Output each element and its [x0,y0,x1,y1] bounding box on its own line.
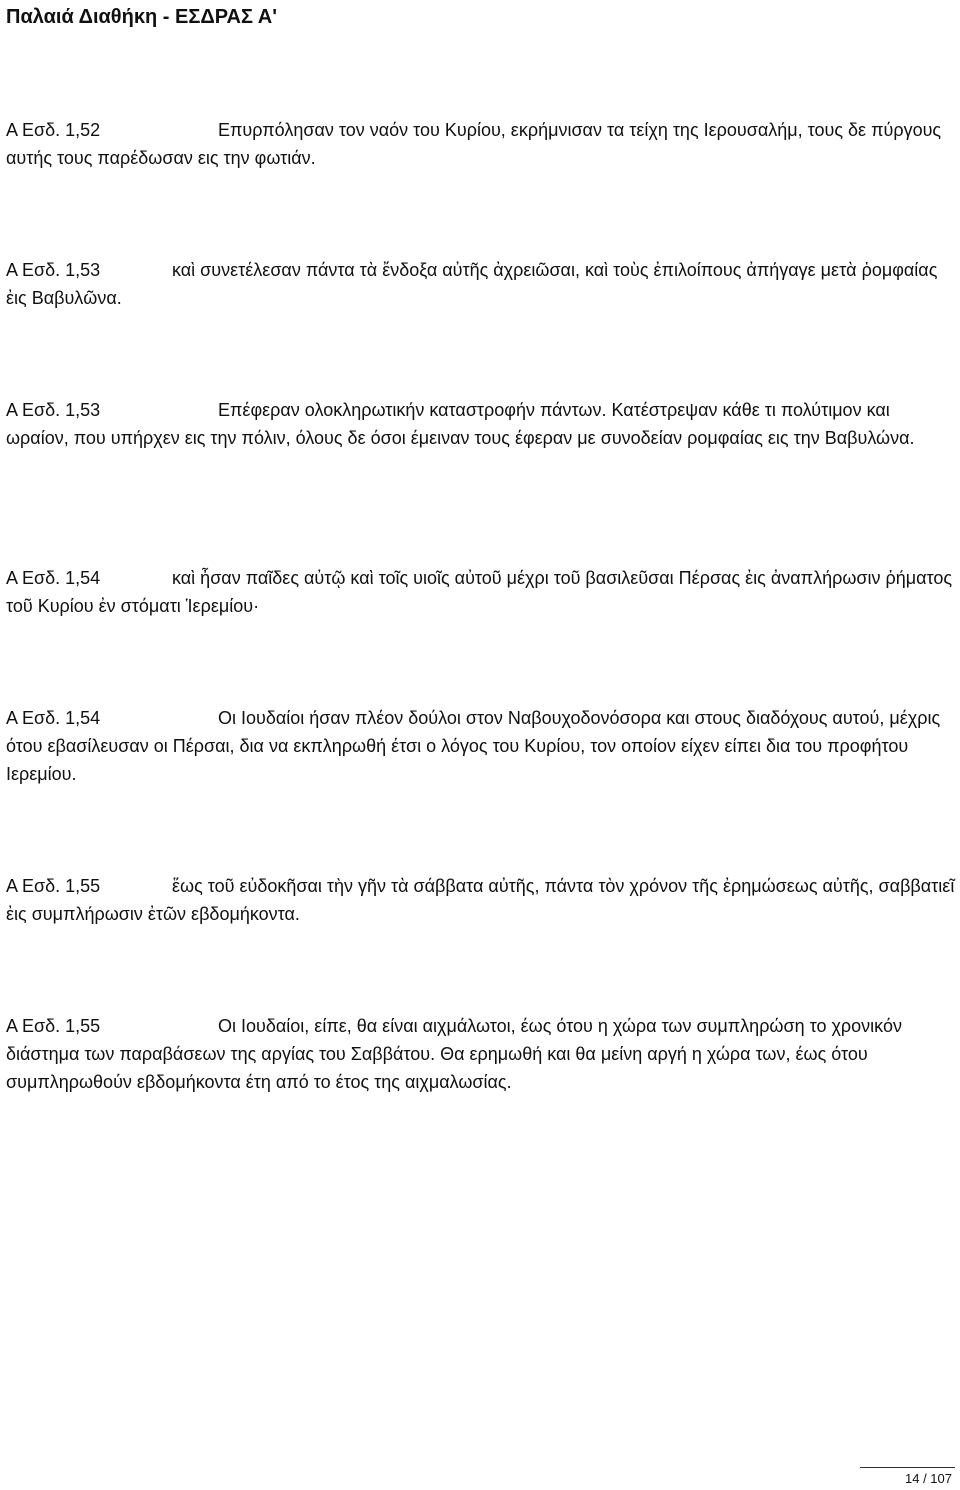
verse-text: καὶ συνετέλεσαν πάντα τὰ ἔνδοξα αὐτῆς ἀχρειῶσαι, καὶ τοὺς ἐπιλοίπους ἀπήγαγε μετὰ ῥομφαίας ἐις Βαβυλῶνα. [6,260,938,308]
verse-text: ἕως τοῦ εὐδοκῆσαι τὴν γῆν τὰ σάββατα αὐτῆς, πάντα τὸν χρόνον τῆς ἐρημώσεως αὐτῆς, σαββατιεῖ ἐις συμπλήρωσιν ἐτῶν εβδομήκοντα. [6,876,955,924]
verse-text: Επέφεραν ολοκληρωτικήν καταστροφήν πάντων. Κατέστρεψαν κάθε τι πολύτιμον και ωραίον, που υπήρχεν εις την πόλιν, όλους δε όσοι έμειναν τους έφεραν με συνοδείαν ρομφαίας εις την Βαβυλώνα. [6,400,915,448]
verse-reference: Α Εσδ. 1,52 [6,120,101,140]
footer-divider [860,1467,955,1468]
verse-reference: Α Εσδ. 1,53 [6,400,101,420]
verse-block [6,704,956,788]
verse-reference: Α Εσδ. 1,55 [6,876,101,896]
verse-text: Οι Ιουδαίοι, είπε, θα είναι αιχμάλωτοι, έως ότου η χώρα των συμπληρώση το χρονικόν διάστημα των παραβάσεων της αργίας του Σαββάτου. Θα ερημωθή και θα μείνη αργή η χώρα των, έως ότου συμπληρωθούν εβδομήκοντα έτη από το έτος της αιχμαλωσίας. [6,1016,902,1092]
verse-reference: Α Εσδ. 1,53 [6,260,101,280]
verse-text: Οι Ιουδαίοι ήσαν πλέον δούλοι στον Ναβουχοδονόσορα και στους διαδόχους αυτού, μέχρις ότου εβασίλευσαν οι Πέρσαι, δια να εκπληρωθή έτσι ο λόγος του Κυρίου, τον οποίον είχεν είπει δια του προφήτου Ιερεμίου. [6,708,941,784]
verse-reference: Α Εσδ. 1,55 [6,1016,101,1036]
verse-block [6,396,956,452]
verse-text: καὶ ἦσαν παῖδες αὐτῷ καὶ τοῖς υιοῖς αὐτοῦ μέχρι τοῦ βασιλεῦσαι Πέρσας ἐις ἀναπλήρωσιν ῥήματος τοῦ Κυρίου ἐν στόματι Ἱερεμίου· [6,568,953,616]
verse-block [6,116,956,172]
verse-block [6,564,956,620]
page-title: Παλαιά Διαθήκη - ΕΣΔΡΑΣ Α' [6,6,278,28]
verse-block [6,872,956,928]
verse-block [6,1012,956,1096]
verse-block [6,256,956,312]
verse-reference: Α Εσδ. 1,54 [6,708,101,728]
verse-text: Επυρπόλησαν τον ναόν του Κυρίου, εκρήμνισαν τα τείχη της Ιερουσαλήμ, τους δε πύργους αυτής τους παρέδωσαν εις την φωτιάν. [6,120,942,168]
verse-reference: Α Εσδ. 1,54 [6,568,101,588]
page-number: 14 / 107 [905,1471,952,1486]
